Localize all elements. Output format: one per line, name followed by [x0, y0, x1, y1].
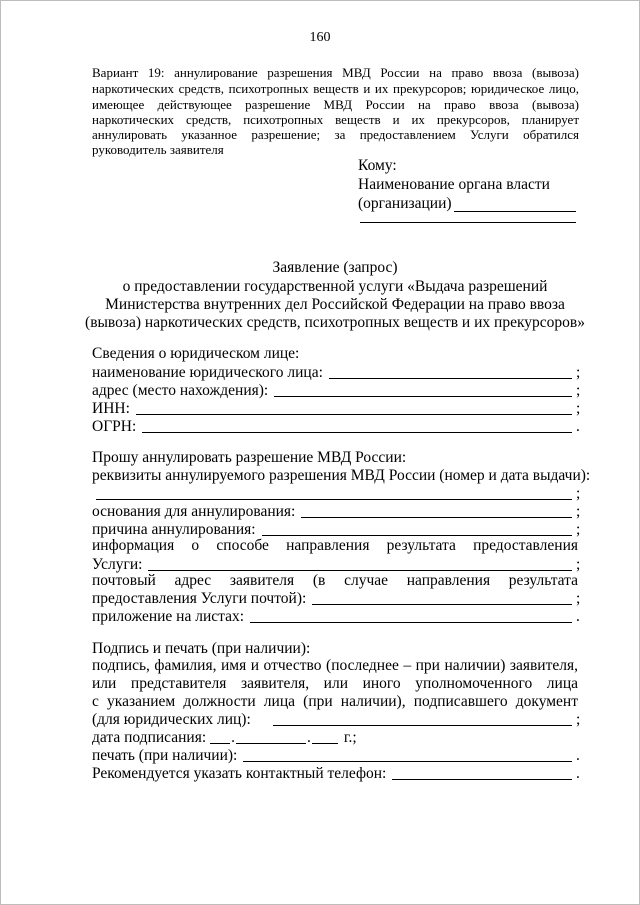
signature-line-4: (для юридических лиц): — [92, 711, 251, 728]
signature-line-1: подпись, фамилия, имя и отчество (последнее – при наличии) заявителя, — [92, 657, 578, 674]
postal-field[interactable] — [312, 603, 572, 605]
address-label: адрес (место нахождения): — [92, 382, 269, 399]
signature-line-2: или представителя заявителя, или иного уполномоченного лица — [92, 675, 578, 692]
date-separator-2: . — [307, 729, 311, 746]
variant-line-3: имеющее действующее разрешение МВД России на право ввоза (вывоза) — [92, 97, 579, 112]
signature-heading: Подпись и печать (при наличии): — [92, 640, 311, 657]
reason-end: ; — [576, 521, 581, 538]
reason-field[interactable] — [262, 534, 572, 536]
inn-field[interactable] — [136, 413, 572, 415]
inn-end: ; — [576, 400, 581, 417]
postal-line-1: почтовый адрес заявителя (в случае направления результата — [92, 572, 578, 589]
reason-label: причина аннулирования: — [92, 521, 256, 538]
date-separator-1: . — [231, 729, 236, 746]
date-year-field[interactable] — [312, 742, 338, 744]
stamp-field[interactable] — [243, 760, 572, 762]
date-row — [92, 729, 392, 747]
requisites-label: реквизиты аннулируемого разрешения МВД России (номер и дата выдачи): — [92, 467, 591, 484]
date-label: дата подписания: — [92, 729, 207, 746]
recipient-org-label: Наименование органа власти — [358, 176, 550, 193]
requisites-end: ; — [576, 485, 581, 502]
phone-end: . — [576, 765, 580, 782]
signature-field[interactable] — [273, 724, 572, 726]
recipient-org-field-2[interactable] — [360, 222, 576, 223]
phone-row — [92, 765, 584, 783]
variant-line-2: наркотических средств, психотропных веществ и их прекурсоров; юридическое лицо, — [92, 81, 579, 96]
inn-label: ИНН: — [92, 400, 130, 417]
stamp-label: печать (при наличии): — [92, 747, 238, 764]
request-heading: Прошу аннулировать разрешение МВД России: — [92, 449, 407, 466]
legal-name-field[interactable] — [329, 377, 572, 379]
date-month-field[interactable] — [236, 742, 306, 744]
title-line-3: (вывоза) наркотических средств, психотропных веществ и их прекурсоров» — [85, 314, 585, 331]
info-end: ; — [576, 556, 581, 573]
date-day-field[interactable] — [210, 742, 230, 744]
title-line-2: Министерства внутренних дел Российской Федерации на право ввоза — [105, 296, 565, 313]
requisites-row — [92, 485, 584, 503]
variant-line-6: руководитель заявителя — [92, 142, 224, 157]
legal-name-row — [92, 364, 584, 382]
phone-field[interactable] — [392, 778, 572, 780]
grounds-label: основания для аннулирования: — [92, 503, 296, 520]
postal-row — [92, 590, 584, 608]
page-number: 160 — [309, 30, 331, 45]
grounds-row — [92, 503, 584, 521]
address-end: ; — [576, 382, 581, 399]
info-field[interactable] — [148, 569, 572, 571]
recipient-org-label2: (организации) — [358, 195, 452, 212]
variant-line-4: наркотических средств, психотропных веществ и их прекурсоров, планирует — [92, 112, 579, 127]
ogrn-row — [92, 418, 584, 436]
date-year-suffix: г.; — [343, 729, 357, 746]
grounds-end: ; — [576, 503, 581, 520]
stamp-row — [92, 747, 584, 765]
ogrn-field[interactable] — [142, 431, 572, 433]
phone-label: Рекомендуется указать контактный телефон: — [92, 765, 387, 782]
title-line-1: о предоставлении государственной услуги «Выдача разрешений — [122, 278, 548, 295]
address-row — [92, 382, 584, 400]
signature-line-3: с указанием должности лица (при наличии), подписавшего документ — [92, 693, 578, 710]
attachment-end: . — [576, 608, 580, 625]
legal-name-label: наименование юридического лица: — [92, 364, 323, 381]
recipient-org-field[interactable] — [454, 211, 576, 212]
attachment-label: приложение на листах: — [92, 608, 245, 625]
inn-row — [92, 400, 584, 418]
grounds-field[interactable] — [301, 516, 572, 518]
variant-line-1: Вариант 19: аннулирование разрешения МВД России на право ввоза (вывоза) — [92, 65, 579, 80]
ogrn-end: . — [576, 418, 580, 435]
requisites-field[interactable] — [96, 498, 572, 500]
signature-end: ; — [576, 711, 581, 728]
attachment-field[interactable] — [250, 621, 572, 623]
postal-line-2: предоставления Услуги почтой): — [92, 590, 307, 607]
address-field[interactable] — [274, 395, 572, 397]
info-line-1: информация о способе направления результата предоставления — [92, 537, 578, 554]
legal-name-end: ; — [576, 364, 581, 381]
info-line-2: Услуги: — [92, 556, 143, 573]
document-title: Заявление (запрос) — [272, 259, 398, 276]
ogrn-label: ОГРН: — [92, 418, 137, 435]
signature-row — [92, 711, 584, 729]
stamp-end: . — [576, 747, 580, 764]
legal-entity-heading: Сведения о юридическом лице: — [92, 345, 300, 362]
recipient-to-label: Кому: — [358, 157, 397, 174]
attachment-row — [92, 608, 584, 626]
postal-end: ; — [576, 590, 581, 607]
variant-line-5: аннулировать указанное разрешение; за предоставлением Услуги обратился — [92, 127, 579, 142]
